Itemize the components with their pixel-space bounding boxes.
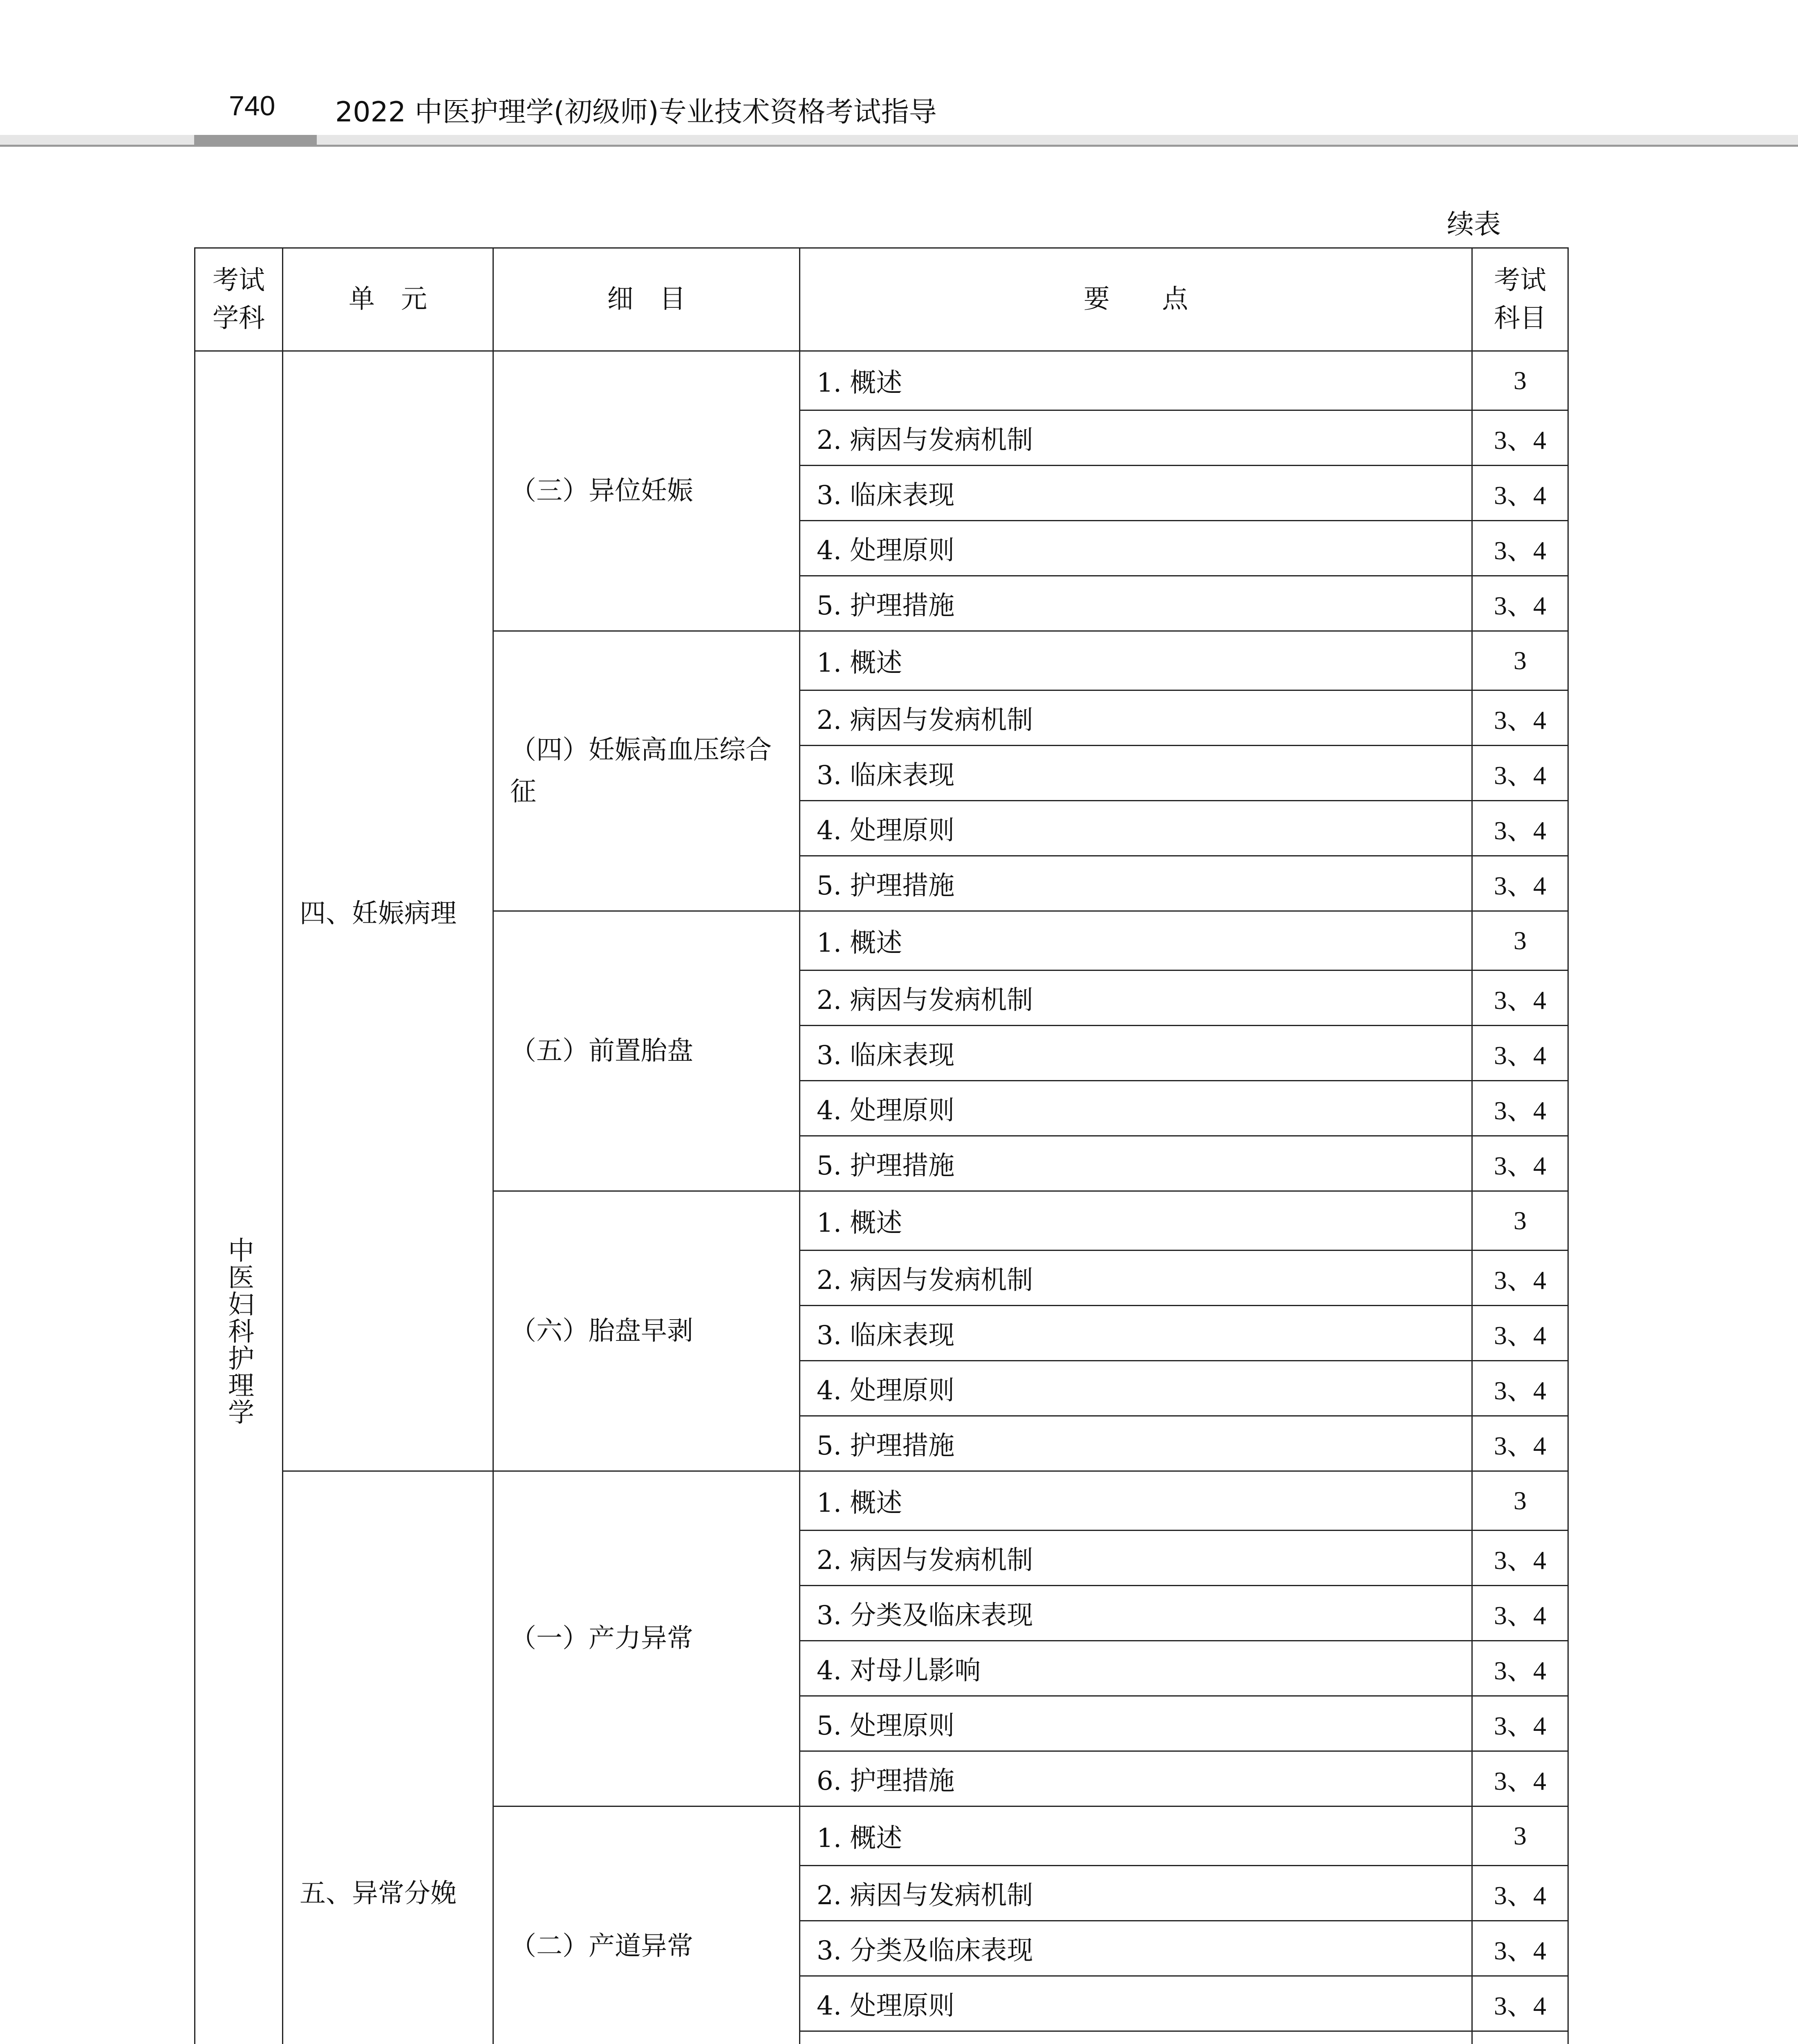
table-row [195, 351, 1568, 410]
item-cell: （三）异位妊娠 [493, 351, 800, 631]
point-cell: 3. 临床表现 [800, 746, 1472, 801]
exam-code-cell: 3 [1472, 351, 1568, 410]
exam-code-cell: 3、4 [1472, 1641, 1568, 1696]
exam-code-cell: 3、4 [1472, 1251, 1568, 1306]
exam-code-cell: 3、4 [1472, 1866, 1568, 1921]
point-cell: 2. 病因与发病机制 [800, 1251, 1472, 1306]
point-cell: 3. 分类及临床表现 [800, 1921, 1472, 1976]
point-cell: 4. 处理原则 [800, 1976, 1472, 2031]
point-cell: 1. 概述 [800, 1471, 1472, 1531]
col-header-exam-code: 考试 科目 [1472, 248, 1568, 351]
col-header-subject: 考试 学科 [195, 248, 283, 351]
table-row [195, 1471, 1568, 1531]
item-cell: （一）产力异常 [493, 1471, 800, 1806]
point-cell: 4. 处理原则 [800, 801, 1472, 856]
point-cell: 2. 病因与发病机制 [800, 1866, 1472, 1921]
exam-code-cell: 3、4 [1472, 801, 1568, 856]
continued-label: 续表 [1447, 208, 1501, 240]
exam-code-cell: 3、4 [1472, 1306, 1568, 1361]
col-header-point: 要 点 [800, 248, 1472, 351]
book-title: 2022 中医护理学(初级师)专业技术资格考试指导 [335, 96, 937, 128]
point-cell: 4. 处理原则 [800, 521, 1472, 576]
exam-code-cell: 3、4 [1472, 576, 1568, 631]
point-cell: 2. 病因与发病机制 [800, 970, 1472, 1026]
exam-code-cell: 3、4 [1472, 1586, 1568, 1641]
exam-code-cell: 3、4 [1472, 1751, 1568, 1806]
exam-code-cell: 3、4 [1472, 1976, 1568, 2031]
exam-code-cell: 3、4 [1472, 1696, 1568, 1751]
point-cell: 6. 护理措施 [800, 1751, 1472, 1806]
exam-code-cell: 3、4 [1472, 1026, 1568, 1081]
table-header-row [195, 248, 1568, 351]
exam-code-cell: 3 [1472, 911, 1568, 970]
page-header [0, 90, 1798, 147]
point-cell: 1. 概述 [800, 631, 1472, 690]
exam-code-cell: 3、4 [1472, 970, 1568, 1026]
point-cell [800, 2031, 1472, 2044]
point-cell: 5. 护理措施 [800, 1416, 1472, 1471]
point-cell: 1. 概述 [800, 1191, 1472, 1251]
point-cell: 2. 病因与发病机制 [800, 1531, 1472, 1586]
header-rule-accent [194, 135, 317, 146]
point-cell: 4. 对母儿影响 [800, 1641, 1472, 1696]
point-cell: 3. 临床表现 [800, 466, 1472, 521]
point-cell: 5. 护理措施 [800, 576, 1472, 631]
syllabus-table [194, 247, 1569, 2044]
point-cell: 4. 处理原则 [800, 1081, 1472, 1136]
exam-code-cell [1472, 2031, 1568, 2044]
item-cell: （二）产道异常 [493, 1806, 800, 2044]
point-cell: 5. 护理措施 [800, 856, 1472, 911]
point-cell: 5. 护理措施 [800, 1136, 1472, 1191]
exam-code-cell: 3、4 [1472, 410, 1568, 466]
unit-cell: 五、异常分娩 [283, 1471, 493, 2044]
header-rule-line [0, 145, 1798, 147]
point-cell: 2. 病因与发病机制 [800, 690, 1472, 746]
exam-code-cell: 3、4 [1472, 1081, 1568, 1136]
exam-code-cell: 3 [1472, 1191, 1568, 1251]
item-cell: （六）胎盘早剥 [493, 1191, 800, 1471]
point-cell: 1. 概述 [800, 1806, 1472, 1866]
point-cell: 1. 概述 [800, 351, 1472, 410]
exam-code-cell: 3、4 [1472, 466, 1568, 521]
exam-code-cell: 3、4 [1472, 1531, 1568, 1586]
exam-code-cell: 3、4 [1472, 690, 1568, 746]
exam-code-cell: 3、4 [1472, 1921, 1568, 1976]
unit-cell: 四、妊娠病理 [283, 351, 493, 1471]
exam-code-cell: 3、4 [1472, 1136, 1568, 1191]
exam-code-cell: 3、4 [1472, 1361, 1568, 1416]
item-cell: （五）前置胎盘 [493, 911, 800, 1191]
exam-code-cell: 3 [1472, 631, 1568, 690]
page-number: 740 [229, 90, 275, 121]
exam-code-cell: 3 [1472, 1471, 1568, 1531]
item-cell: （四）妊娠高血压综合征 [493, 631, 800, 911]
point-cell: 4. 处理原则 [800, 1361, 1472, 1416]
exam-code-cell: 3、4 [1472, 1416, 1568, 1471]
col-header-item: 细 目 [493, 248, 800, 351]
point-cell: 3. 临床表现 [800, 1026, 1472, 1081]
point-cell: 5. 处理原则 [800, 1696, 1472, 1751]
col-header-unit: 单 元 [283, 248, 493, 351]
subject-cell: 中医妇科护理学 [195, 351, 283, 2044]
point-cell: 3. 分类及临床表现 [800, 1586, 1472, 1641]
exam-code-cell: 3、4 [1472, 746, 1568, 801]
exam-code-cell: 3 [1472, 1806, 1568, 1866]
point-cell: 2. 病因与发病机制 [800, 410, 1472, 466]
point-cell: 3. 临床表现 [800, 1306, 1472, 1361]
exam-code-cell: 3、4 [1472, 521, 1568, 576]
point-cell: 1. 概述 [800, 911, 1472, 970]
exam-code-cell: 3、4 [1472, 856, 1568, 911]
